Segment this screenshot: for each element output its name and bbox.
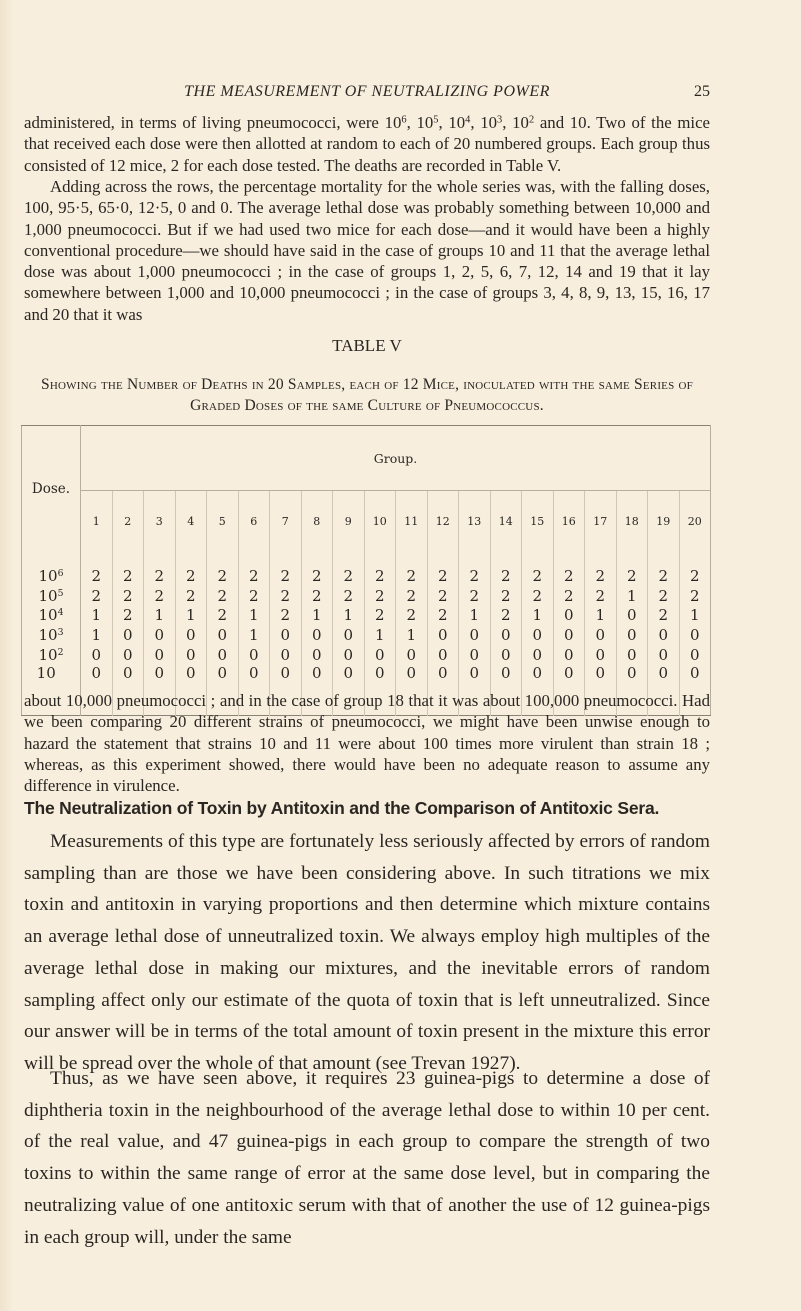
death-count-cell: 2 (301, 586, 333, 606)
group-number-header: 10 (364, 491, 396, 553)
death-count-cell: 2 (648, 606, 680, 626)
death-count-cell: 0 (207, 625, 239, 645)
death-count-cell: 2 (689, 586, 700, 605)
death-count-cell: 0 (689, 664, 700, 683)
dose-exponent: 4 (57, 607, 64, 619)
death-count-cell: 0 (553, 645, 585, 665)
death-count-cell: 2 (364, 606, 396, 626)
death-count-cell: 1 (689, 606, 700, 625)
death-count-cell: 2 (396, 552, 428, 586)
death-count-cell: 0 (616, 664, 648, 715)
death-count-cell: 0 (270, 625, 302, 645)
dose-cell: $10^3$ (22, 625, 81, 645)
death-count-cell: 2 (522, 586, 554, 606)
group-number-header: 4 (175, 491, 207, 553)
group-column-header: Group. (81, 426, 711, 491)
paragraph-mortality: Adding across the rows, the percentage mortality for the whole series was, with the falling doses, 100, 95·5, 65·0, 12·5, 0 and 0. The average lethal dose was probably something between 10,000 and 1,000 pneumococci. But if we had used two mice for each dose—and it would have been a highly conventional procedure—we should have said in the case of groups 10 and 11 that the average lethal dose was about 1,000 pneumococci ; in the case of groups 1, 2, 5, 6, 7, 12, 14 and 19 that it lay somewhere between 1,000 and 10,000 pneumococci ; in the case of groups 3, 4, 8, 9, 13, 15, 16, 17 and 20 that it was (24, 177, 710, 324)
group-number-header: 19 (648, 491, 680, 553)
death-count-cell: 0 (616, 606, 648, 626)
dose-value: $10^4$ (448, 113, 471, 132)
death-count-cell: 2 (427, 586, 459, 606)
dose-exponent: 2 (528, 114, 535, 126)
death-count-cell: 0 (301, 625, 333, 645)
running-head: THE MEASUREMENT OF NEUTRALIZING POWER (184, 83, 550, 100)
dose-exponent: 4 (465, 114, 471, 126)
death-count-cell: 2 (333, 586, 365, 606)
death-count-cell: 2 (238, 552, 270, 586)
table-row (22, 625, 711, 645)
death-count-cell: 0 (459, 645, 491, 665)
death-count-cell: 2 (112, 552, 144, 586)
death-count-cell: 2 (81, 552, 113, 586)
death-count-cell: 0 (427, 645, 459, 665)
dose-exponent: 5 (57, 587, 64, 599)
death-count-cell: 1 (459, 606, 491, 626)
death-count-cell: 0 (270, 664, 302, 715)
death-count-cell: 1 (238, 625, 270, 645)
dose-exponent: 6 (401, 114, 407, 126)
death-count-cell: 2 (144, 586, 176, 606)
table-row (22, 552, 711, 586)
death-count-cell: 2 (144, 552, 176, 586)
death-count-cell: 1 (522, 606, 554, 626)
death-count-cell: 0 (207, 664, 239, 715)
para1-pre: administered, in terms of living pneumococci, were (24, 113, 385, 132)
dose-value: $10^5$ (416, 113, 439, 132)
death-count-cell: 0 (616, 625, 648, 645)
death-count-cell: 2 (553, 586, 585, 606)
death-count-cell: 0 (81, 645, 113, 665)
deaths-table (21, 425, 711, 716)
table-row (22, 606, 711, 626)
death-count-cell: 2 (553, 552, 585, 586)
death-count-cell: 1 (144, 606, 176, 626)
death-count-cell: 0 (112, 625, 144, 645)
death-count-cell: 2 (112, 606, 144, 626)
death-count-cell: 0 (553, 606, 585, 626)
dose-cell: $10^4$ (22, 606, 81, 626)
group-number-header: 20 (687, 515, 702, 528)
death-count-cell: 0 (616, 645, 648, 665)
group-number-row (22, 491, 711, 553)
death-count-cell: 2 (459, 552, 491, 586)
group-number-header: 15 (522, 491, 554, 553)
paragraph-measurements: Measurements of this type are fortunately less seriously affected by errors of random sampling than are those we have been considering above. In such titrations we mix toxin and antitoxin in varying proportions and then determine which mixture contains an average lethal dose of unneutralized toxin. We always employ high multiples of the average lethal dose in making our mixtures, and the inevitable errors of random sampling affect only our estimate of the quota of toxin that is left unneutralized. Since our answer will be in terms of the total amount of toxin present in the mixture this error will be spread over the whole of that amount (see Trevan 1927). (24, 831, 710, 1074)
death-count-cell: 1 (585, 606, 617, 626)
death-count-cell: 2 (585, 552, 617, 586)
death-count-cell: 2 (207, 552, 239, 586)
death-count-cell: 2 (490, 552, 522, 586)
death-count-cell: 2 (648, 552, 680, 586)
death-count-cell: 0 (112, 664, 144, 715)
death-count-cell: 0 (175, 625, 207, 645)
table-row (22, 645, 711, 665)
death-count-cell: 0 (396, 645, 428, 665)
death-count-cell: 0 (364, 645, 396, 665)
table-header-row (22, 426, 711, 491)
dose-exponent: 2 (57, 646, 64, 658)
group-number-header: 16 (553, 491, 585, 553)
dose-exponent: 3 (57, 626, 64, 638)
death-count-cell: 0 (144, 645, 176, 665)
group-number-header: 13 (459, 491, 491, 553)
death-count-cell: 2 (207, 606, 239, 626)
death-count-cell: 1 (81, 606, 113, 626)
death-count-cell: 2 (522, 552, 554, 586)
death-count-cell: 1 (175, 606, 207, 626)
death-count-cell: 0 (364, 664, 396, 715)
dose-exponent: 5 (433, 114, 439, 126)
table-row (22, 586, 711, 606)
death-count-cell: 2 (396, 606, 428, 626)
group-number-header: 1 (81, 491, 113, 553)
dose-value: $10^6$ (384, 113, 407, 132)
dose-exponent: 6 (57, 567, 64, 579)
page-gutter-shadow (0, 0, 14, 1311)
death-count-cell: 2 (585, 586, 617, 606)
death-count-cell: 2 (459, 586, 491, 606)
death-count-cell: 0 (112, 645, 144, 665)
death-count-cell: 0 (490, 645, 522, 665)
death-count-cell: 0 (175, 645, 207, 665)
group-number-header: 11 (396, 491, 428, 553)
death-count-cell: 2 (616, 552, 648, 586)
group-number-header: 3 (144, 491, 176, 553)
death-count-cell: 0 (238, 664, 270, 715)
death-count-cell: 1 (364, 625, 396, 645)
death-count-cell: 2 (175, 586, 207, 606)
death-count-cell: 1 (333, 606, 365, 626)
death-count-cell: 0 (490, 625, 522, 645)
group-number-header: 2 (112, 491, 144, 553)
death-count-cell: 0 (427, 625, 459, 645)
death-count-cell: 2 (427, 552, 459, 586)
death-count-cell: 0 (301, 645, 333, 665)
dose-cell: 10 (22, 664, 81, 715)
death-count-cell: 2 (270, 606, 302, 626)
para1-post: and 10. Two of the mice that received each dose were then allotted at random to each of 20 numbered groups. Each group thus consisted of 12 mice, 2 for each dose tested. The deaths are recorded in Table V. (24, 113, 710, 175)
death-count-cell: 0 (144, 664, 176, 715)
death-count-cell: 2 (689, 567, 700, 586)
death-count-cell: 0 (333, 645, 365, 665)
death-count-cell: 1 (616, 586, 648, 606)
group-number-header: 6 (238, 491, 270, 553)
death-count-cell: 2 (270, 552, 302, 586)
death-count-cell: 2 (490, 586, 522, 606)
death-count-cell: 2 (112, 586, 144, 606)
death-count-cell: 0 (522, 664, 554, 715)
death-count-cell: 0 (396, 664, 428, 715)
death-count-cell: 0 (270, 645, 302, 665)
group-number-header: 7 (270, 491, 302, 553)
group-number-header: 8 (301, 491, 333, 553)
group-number-header: 14 (490, 491, 522, 553)
death-count-cell: 2 (301, 552, 333, 586)
death-count-cell: 0 (175, 664, 207, 715)
death-count-cell: 0 (648, 645, 680, 665)
group-number-header: 12 (427, 491, 459, 553)
death-count-cell: 2 (81, 586, 113, 606)
death-count-cell: 2 (175, 552, 207, 586)
death-count-cell: 0 (585, 625, 617, 645)
death-count-cell: 0 (333, 664, 365, 715)
death-count-cell: 0 (81, 664, 113, 715)
death-count-cell: 2 (364, 586, 396, 606)
group-number-header: 17 (585, 491, 617, 553)
death-count-cell: 2 (333, 552, 365, 586)
death-count-cell: 1 (238, 606, 270, 626)
death-count-cell: 0 (689, 645, 700, 664)
table-title: TABLE V (332, 336, 402, 355)
death-count-cell: 0 (648, 625, 680, 645)
death-count-cell: 0 (144, 625, 176, 645)
death-count-cell: 0 (238, 645, 270, 665)
death-count-cell: 2 (238, 586, 270, 606)
dose-cell: $10^6$ (22, 552, 81, 586)
death-count-cell: 0 (207, 645, 239, 665)
dose-cell: $10^5$ (22, 586, 81, 606)
group-number-header: 5 (207, 491, 239, 553)
death-count-cell: 0 (522, 645, 554, 665)
death-count-cell: 2 (364, 552, 396, 586)
death-count-cell: 0 (427, 664, 459, 715)
death-count-cell: 1 (81, 625, 113, 645)
page-number: 25 (694, 83, 710, 100)
table-caption: Showing the Number of Deaths in 20 Samples, each of 12 Mice, inoculated with the same Series of Graded Doses of the same Culture of Pneumococcus. (41, 376, 693, 414)
death-count-cell: 0 (490, 664, 522, 715)
death-count-cell: 2 (396, 586, 428, 606)
dose-exponent: 3 (497, 114, 503, 126)
death-count-cell: 2 (270, 586, 302, 606)
dose-column-header: Dose. (22, 426, 81, 553)
group-number-header: 9 (333, 491, 365, 553)
death-count-cell: 0 (553, 625, 585, 645)
paragraph-doses (24, 112, 710, 176)
death-count-cell: 0 (585, 645, 617, 665)
death-count-cell: 0 (333, 625, 365, 645)
death-count-cell: 2 (427, 606, 459, 626)
death-count-cell: 0 (522, 625, 554, 645)
death-count-cell: 1 (301, 606, 333, 626)
paragraph-virulence: about 10,000 pneumococci ; and in the case of group 18 that it was about 100,000 pneumococci. Had we been comparing 20 different strains of pneumococci, we might have been unwise enough to hazard the statement that strains 10 and 11 were about 100 times more virulent than strain 18 ; whereas, as this experiment showed, there would have been no adequate reason to assume any difference in virulence. (24, 691, 710, 796)
death-count-cell: 0 (648, 664, 680, 715)
death-count-cell: 1 (396, 625, 428, 645)
death-count-cell: 0 (301, 664, 333, 715)
section-heading: The Neutralization of Toxin by Antitoxin and the Comparison of Antitoxic Sera. (24, 798, 660, 818)
death-count-cell: 0 (459, 664, 491, 715)
paragraph-guinea-pigs: Thus, as we have seen above, it requires 23 guinea-pigs to determine a dose of diphtheria toxin in the neighbourhood of the average lethal dose to within 10 per cent. of the real value, and 47 guinea-pigs in each group to compare the strength of two toxins to within the same range of error at the same dose level, but in comparing the neutralizing value of one antitoxic serum with that of another the use of 12 guinea-pigs in each group will, under the same (24, 1068, 710, 1248)
death-count-cell: 0 (553, 664, 585, 715)
dose-value: $10^2$ (512, 113, 535, 132)
dose-cell: $10^2$ (22, 645, 81, 665)
death-count-cell: 0 (459, 625, 491, 645)
dose-list: $10^6$, $10^5$, $10^4$, $10^3$, $10^2$ (384, 113, 535, 132)
death-count-cell: 2 (648, 586, 680, 606)
death-count-cell: 2 (207, 586, 239, 606)
group-number-header: 18 (616, 491, 648, 553)
death-count-cell: 0 (585, 664, 617, 715)
dose-value: $10^3$ (480, 113, 503, 132)
death-count-cell: 0 (689, 626, 700, 645)
death-count-cell: 2 (490, 606, 522, 626)
